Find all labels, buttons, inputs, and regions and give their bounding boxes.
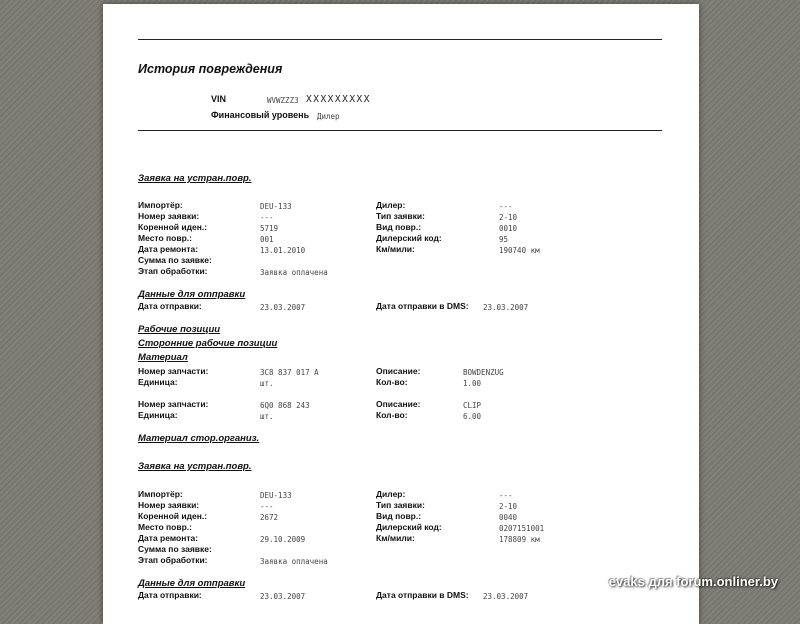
- vin-prefix: WVWZZZ3: [267, 96, 299, 105]
- dealer-label: Дилер:: [376, 489, 406, 499]
- request-type-value: 2-10: [499, 213, 518, 222]
- root-id-label: Коренной иден.:: [138, 511, 208, 521]
- qty-label: Кол-во:: [376, 410, 408, 420]
- request-type-label: Тип заявки:: [376, 211, 425, 221]
- fin-level-label: Финансовый уровень: [211, 110, 310, 120]
- processing-stage-value: Заявка оплачена: [260, 557, 328, 566]
- qty-value: 6.00: [463, 412, 482, 421]
- document-page: [103, 4, 699, 624]
- request-sum-label: Сумма по заявке:: [138, 255, 212, 265]
- dealer-value: ---: [499, 202, 513, 211]
- processing-stage-label: Этап обработки:: [138, 555, 208, 565]
- importer-value: DEU-133: [260, 491, 292, 500]
- repair-date-value: 29.10.2009: [260, 535, 306, 544]
- request-no-label: Номер заявки:: [138, 211, 200, 221]
- send-date-label: Дата отправки:: [138, 590, 202, 600]
- request-sum-label: Сумма по заявке:: [138, 544, 212, 554]
- damage-place-label: Место повр.:: [138, 522, 192, 532]
- description-label: Описание:: [376, 399, 421, 409]
- dms-send-date-label: Дата отправки в DMS:: [376, 590, 469, 600]
- vin-label: VIN: [211, 94, 227, 104]
- part-no-label: Номер запчасти:: [138, 399, 209, 409]
- damage-type-value: 0040: [499, 513, 518, 522]
- km-miles-value: 190740 км: [499, 246, 540, 255]
- claim-heading: Заявка на устран.повр.: [138, 173, 252, 184]
- root-id-value: 2672: [260, 513, 279, 522]
- external-material-heading: Материал стор.организ.: [138, 433, 260, 444]
- fin-level-value: Дилер: [317, 112, 340, 121]
- external-work-positions-heading: Сторонние рабочие позиции: [138, 338, 278, 349]
- damage-type-value: 0010: [499, 224, 518, 233]
- request-type-label: Тип заявки:: [376, 500, 425, 510]
- damage-type-label: Вид повр.:: [376, 511, 422, 521]
- importer-value: DEU-133: [260, 202, 292, 211]
- repair-date-label: Дата ремонта:: [138, 533, 199, 543]
- dealer-label: Дилер:: [376, 200, 406, 210]
- repair-date-value: 13.01.2010: [260, 246, 306, 255]
- unit-value: шт.: [260, 412, 274, 421]
- description-value: BOWDENZUG: [463, 368, 504, 377]
- claim-heading: Заявка на устран.повр.: [138, 461, 252, 472]
- send-date-value: 23.03.2007: [260, 303, 306, 312]
- km-miles-value: 178809 км: [499, 535, 540, 544]
- description-label: Описание:: [376, 366, 421, 376]
- qty-value: 1.00: [463, 379, 482, 388]
- importer-label: Импортёр:: [138, 200, 183, 210]
- qty-label: Кол-во:: [376, 377, 408, 387]
- part-no-value: 3C8 837 017 A: [260, 368, 319, 377]
- dms-send-date-value: 23.03.2007: [483, 592, 529, 601]
- processing-stage-value: Заявка оплачена: [260, 268, 328, 277]
- header-top-rule: [138, 39, 662, 40]
- header-bottom-rule: [138, 130, 662, 131]
- dealer-code-label: Дилерский код:: [376, 522, 442, 532]
- damage-place-label: Место повр.:: [138, 233, 192, 243]
- document-title: История повреждения: [138, 62, 283, 76]
- processing-stage-label: Этап обработки:: [138, 266, 208, 276]
- root-id-value: 5719: [260, 224, 279, 233]
- send-date-value: 23.03.2007: [260, 592, 306, 601]
- watermark-text: evaks для forum.onliner.by: [608, 574, 778, 589]
- dms-send-date-value: 23.03.2007: [483, 303, 529, 312]
- send-data-heading: Данные для отправки: [138, 578, 246, 589]
- request-type-value: 2-10: [499, 502, 518, 511]
- dealer-code-value: 95: [499, 235, 509, 244]
- dealer-value: ---: [499, 491, 513, 500]
- damage-type-label: Вид повр.:: [376, 222, 422, 232]
- material-heading: Материал: [138, 352, 188, 363]
- root-id-label: Коренной иден.:: [138, 222, 208, 232]
- unit-value: шт.: [260, 379, 274, 388]
- part-no-label: Номер запчасти:: [138, 366, 209, 376]
- request-no-value: ---: [260, 502, 274, 511]
- vin-masked: XXXXXXXXX: [306, 94, 371, 105]
- request-no-value: ---: [260, 213, 274, 222]
- repair-date-label: Дата ремонта:: [138, 244, 199, 254]
- importer-label: Импортёр:: [138, 489, 183, 499]
- unit-label: Единица:: [138, 377, 178, 387]
- description-value: CLIP: [463, 401, 482, 410]
- send-data-heading: Данные для отправки: [138, 289, 246, 300]
- km-miles-label: Км/мили:: [376, 244, 415, 254]
- request-no-label: Номер заявки:: [138, 500, 200, 510]
- dealer-code-value: 0207151001: [499, 524, 545, 533]
- send-date-label: Дата отправки:: [138, 301, 202, 311]
- part-no-value: 6Q0 868 243: [260, 401, 310, 410]
- work-positions-heading: Рабочие позиции: [138, 324, 221, 335]
- dealer-code-label: Дилерский код:: [376, 233, 442, 243]
- damage-place-value: 001: [260, 235, 274, 244]
- dms-send-date-label: Дата отправки в DMS:: [376, 301, 469, 311]
- km-miles-label: Км/мили:: [376, 533, 415, 543]
- unit-label: Единица:: [138, 410, 178, 420]
